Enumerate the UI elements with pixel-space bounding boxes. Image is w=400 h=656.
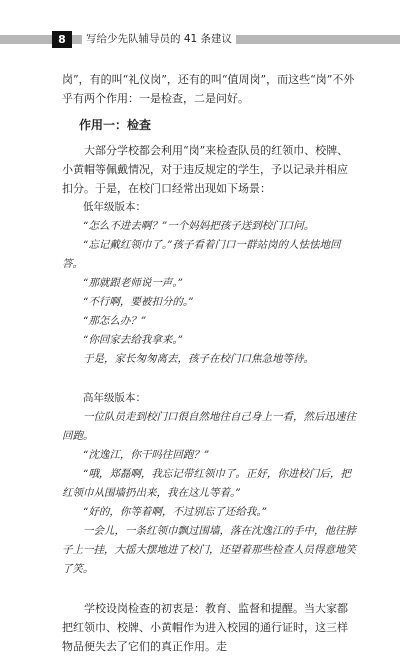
spacer	[62, 579, 358, 599]
high-grade-line: 一会儿，一条红领巾飘过围墙，落在沈逸江的手中，他往脖子上一挂，大摇大摆地进了校门，还望着那些检查人员得意地笑了笑。	[62, 525, 356, 575]
intro-paragraph: 岗”，有的叫“礼仪岗”，还有的叫“值周岗”，而这些“岗”不外乎有两个作用：一是检查，二是问好。	[62, 73, 355, 105]
page-content	[62, 70, 358, 656]
low-grade-line: “怎么不进去啊？”一个妈妈把孩子送到校门口问。	[83, 220, 315, 232]
low-grade-line: “忘记戴红领巾了。”孩子看着门口一群站岗的人怯怯地回答。	[62, 239, 341, 270]
section-heading: 作用一：检查	[79, 118, 152, 132]
high-grade-line: “哦，郑磊啊，我忘记带红领巾了。正好，你进校门后，把红领巾从围墙扔出来，我在这儿等着。”	[62, 468, 351, 499]
high-grade-line: “沈逸江，你干吗往回跑？”	[83, 449, 210, 461]
page-number: 8	[52, 31, 72, 48]
high-grade-line: “好的，你等着啊，不过别忘了还给我。”	[83, 506, 267, 518]
paragraph-1: 大部分学校都会利用“岗”来检查队员的红领巾、校牌、小黄帽等佩戴情况，对于违反规定的学生，予以记录并相应扣分。于是，在校门口经常出现如下场景：	[62, 144, 349, 195]
page-header	[0, 0, 400, 60]
book-title: 写给少先队辅导员的 41 条建议	[82, 32, 236, 47]
paragraph-last: 学校设岗检查的初衷是：教育、监督和提醒。当大家都把红领巾、校牌、小黄帽作为进入校园的通行证时，这三样物品便失去了它们的真正作用。走	[62, 602, 348, 653]
low-grade-line: 于是，家长匆匆离去，孩子在校门口焦急地等待。	[83, 353, 314, 365]
low-grade-line: “那就跟老师说一声。”	[83, 277, 183, 289]
spacer	[62, 369, 358, 389]
low-grade-label: 低年级版本：	[83, 201, 146, 213]
low-grade-line: “你回家去给我拿来。”	[83, 334, 183, 346]
high-grade-line: 一位队员走到校门口很自然地往自己身上一看，然后迅速往回跑。	[62, 411, 356, 442]
low-grade-line: “那怎么办？”	[83, 315, 147, 327]
high-grade-label: 高年级版本：	[83, 392, 146, 404]
low-grade-dialog	[62, 198, 358, 369]
high-grade-dialog	[62, 389, 358, 579]
low-grade-line: “不行啊，要被扣分的。”	[83, 296, 194, 308]
